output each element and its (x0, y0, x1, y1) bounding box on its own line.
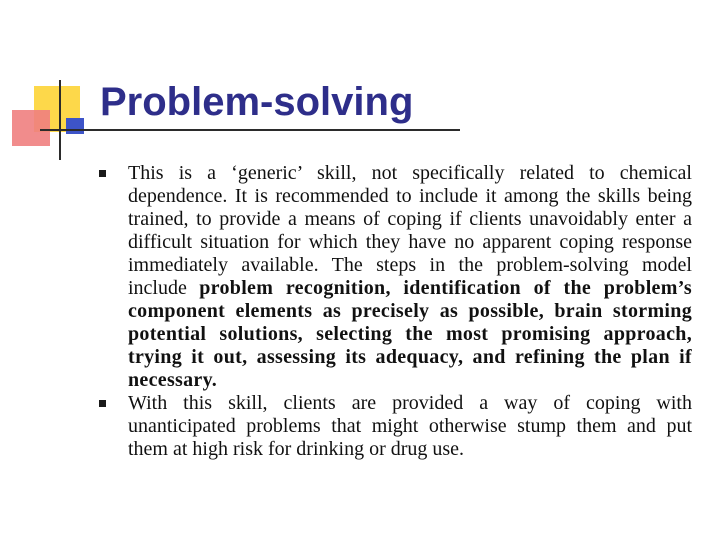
logo-vertical-line (59, 80, 61, 160)
logo-red-square (12, 110, 50, 146)
square-bullet-icon (99, 400, 106, 407)
title-underline (40, 129, 460, 131)
bullet-text: This is a ‘generic’ skill, not specifically related to chemical dependence. It is recommended to include it among the skills being trained, to provide a means of coping if clients unavoidably enter a difficult situation for which they have no apparent coping response immediately available. The steps in the problem-solving model include (128, 162, 692, 299)
slide-title: Problem-solving (100, 80, 414, 124)
bullet-bold-text: problem recognition, identification of the problem’s component elements as precisely as possible, brain storming potential solutions, selecting the most promising approach, trying it out, assessing its adequacy, and refining the plan if necessary. (128, 277, 692, 391)
logo-blue-square (66, 118, 84, 134)
square-bullet-icon (99, 170, 106, 177)
bullet-item (98, 392, 692, 461)
bullet-item (98, 162, 692, 392)
bullet-text: With this skill, clients are provided a way of coping with unanticipated problems that might otherwise stump them and put them at high risk for drinking or drug use. (128, 392, 692, 460)
bullet-list (98, 162, 692, 461)
